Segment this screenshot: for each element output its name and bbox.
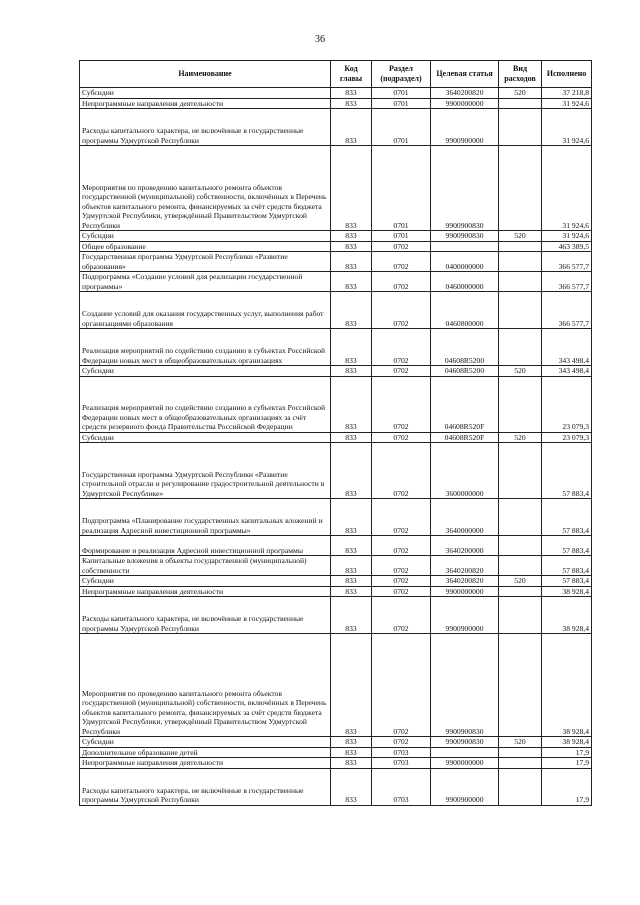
row-code-cell: 833 [331, 443, 372, 499]
row-name-cell: Непрограммные направления деятельности [80, 586, 331, 597]
row-type-cell [499, 443, 542, 499]
row-name-cell: Подпрограмма «Планирование государственных капитальных вложений и реализация Адресной инвестиционной программы» [80, 499, 331, 536]
table-row [80, 146, 592, 231]
row-type-cell: 520 [499, 576, 542, 587]
header-amount: Исполнено [542, 61, 592, 88]
row-type-cell [499, 597, 542, 634]
row-name-cell: Субсидии [80, 576, 331, 587]
row-article-cell: 9900900830 [431, 737, 499, 748]
table-row [80, 737, 592, 748]
row-type-cell [499, 758, 542, 769]
row-code-cell: 833 [331, 758, 372, 769]
budget-table [79, 60, 592, 806]
row-article-cell: 04608R5200 [431, 366, 499, 377]
row-amount-cell: 463 389,5 [542, 241, 592, 252]
row-amount-cell: 37 218,8 [542, 88, 592, 99]
row-section-cell: 0703 [372, 768, 431, 805]
row-section-cell: 0702 [372, 252, 431, 272]
row-amount-cell: 23 079,3 [542, 376, 592, 432]
row-code-cell: 833 [331, 576, 372, 587]
header-name: Наименование [80, 61, 331, 88]
row-name-cell: Непрограммные направления деятельности [80, 758, 331, 769]
table-row [80, 252, 592, 272]
row-section-cell: 0701 [372, 146, 431, 231]
table-row [80, 98, 592, 109]
row-article-cell: 0400000000 [431, 252, 499, 272]
row-section-cell: 0701 [372, 98, 431, 109]
row-code-cell: 833 [331, 737, 372, 748]
row-type-cell: 520 [499, 231, 542, 242]
row-section-cell: 0702 [372, 272, 431, 292]
row-amount-cell: 57 883,4 [542, 536, 592, 556]
row-type-cell [499, 292, 542, 329]
row-code-cell: 833 [331, 499, 372, 536]
row-section-cell: 0702 [372, 634, 431, 737]
row-section-cell: 0702 [372, 292, 431, 329]
row-article-cell: 3640200820 [431, 556, 499, 576]
row-type-cell [499, 98, 542, 109]
row-article-cell: 9900900830 [431, 634, 499, 737]
header-type: Вид расходов [499, 61, 542, 88]
row-section-cell: 0702 [372, 366, 431, 377]
table-row [80, 231, 592, 242]
row-amount-cell: 31 924,6 [542, 231, 592, 242]
row-code-cell: 833 [331, 366, 372, 377]
row-type-cell: 520 [499, 88, 542, 99]
row-type-cell [499, 146, 542, 231]
table-row [80, 597, 592, 634]
row-name-cell: Субсидии [80, 88, 331, 99]
row-code-cell: 833 [331, 146, 372, 231]
row-code-cell: 833 [331, 98, 372, 109]
row-amount-cell: 57 883,4 [542, 443, 592, 499]
row-amount-cell: 366 577,7 [542, 272, 592, 292]
row-name-cell: Создание условий для оказания государственных услуг, выполнения работ организациями образования [80, 292, 331, 329]
row-code-cell: 833 [331, 556, 372, 576]
row-article-cell: 0460000000 [431, 272, 499, 292]
row-section-cell: 0702 [372, 536, 431, 556]
table-row [80, 366, 592, 377]
table-body [80, 88, 592, 806]
row-code-cell: 833 [331, 597, 372, 634]
row-code-cell: 833 [331, 231, 372, 242]
row-section-cell: 0702 [372, 329, 431, 366]
row-article-cell: 04608R520F [431, 376, 499, 432]
table-row [80, 747, 592, 758]
table-row [80, 88, 592, 99]
table-row [80, 556, 592, 576]
row-code-cell: 833 [331, 768, 372, 805]
row-article-cell: 04608R520F [431, 432, 499, 443]
row-code-cell: 833 [331, 292, 372, 329]
row-amount-cell: 38 928,4 [542, 597, 592, 634]
table-row [80, 768, 592, 805]
row-section-cell: 0702 [372, 241, 431, 252]
row-name-cell: Государственная программа Удмуртской Республики «Развитие строительной отрасли и регулирование градостроительной деятельности в Удмуртской Республике» [80, 443, 331, 499]
row-code-cell: 833 [331, 241, 372, 252]
row-type-cell [499, 252, 542, 272]
row-code-cell: 833 [331, 747, 372, 758]
row-amount-cell: 366 577,7 [542, 252, 592, 272]
row-name-cell: Субсидии [80, 737, 331, 748]
row-article-cell: 9900900000 [431, 109, 499, 146]
row-name-cell: Дополнительное образование детей [80, 747, 331, 758]
row-code-cell: 833 [331, 432, 372, 443]
row-name-cell: Реализация мероприятий по содействию созданию в субъектах Российской Федерации новых мест в общеобразовательных организациях [80, 329, 331, 366]
row-amount-cell: 57 883,4 [542, 499, 592, 536]
row-type-cell [499, 536, 542, 556]
row-article-cell: 3640200000 [431, 536, 499, 556]
row-code-cell: 833 [331, 634, 372, 737]
table-row [80, 109, 592, 146]
row-article-cell: 9900000000 [431, 98, 499, 109]
row-name-cell: Непрограммные направления деятельности [80, 98, 331, 109]
row-name-cell: Общее образование [80, 241, 331, 252]
row-code-cell: 833 [331, 272, 372, 292]
row-amount-cell: 38 928,4 [542, 737, 592, 748]
row-type-cell [499, 272, 542, 292]
row-section-cell: 0702 [372, 576, 431, 587]
row-type-cell [499, 109, 542, 146]
table-row [80, 499, 592, 536]
table-header [80, 61, 592, 88]
row-article-cell [431, 241, 499, 252]
row-amount-cell: 31 924,6 [542, 146, 592, 231]
row-amount-cell: 31 924,6 [542, 98, 592, 109]
row-section-cell: 0702 [372, 443, 431, 499]
table-row [80, 432, 592, 443]
row-amount-cell: 57 883,4 [542, 576, 592, 587]
row-article-cell: 3600000000 [431, 443, 499, 499]
row-type-cell [499, 586, 542, 597]
row-article-cell: 9900900000 [431, 768, 499, 805]
table-row [80, 586, 592, 597]
row-code-cell: 833 [331, 109, 372, 146]
row-amount-cell: 38 928,4 [542, 586, 592, 597]
row-amount-cell: 57 883,4 [542, 556, 592, 576]
row-section-cell: 0701 [372, 231, 431, 242]
row-name-cell: Субсидии [80, 366, 331, 377]
row-type-cell [499, 768, 542, 805]
header-section: Раздел (подраздел) [372, 61, 431, 88]
row-section-cell: 0702 [372, 737, 431, 748]
row-section-cell: 0702 [372, 432, 431, 443]
row-name-cell: Расходы капитального характера, не включённые в государственные программы Удмуртской Республики [80, 597, 331, 634]
row-amount-cell: 17,9 [542, 747, 592, 758]
table-row [80, 443, 592, 499]
row-code-cell: 833 [331, 586, 372, 597]
row-article-cell [431, 747, 499, 758]
row-section-cell: 0701 [372, 109, 431, 146]
row-code-cell: 833 [331, 252, 372, 272]
row-article-cell: 0460800000 [431, 292, 499, 329]
row-code-cell: 833 [331, 329, 372, 366]
row-name-cell: Субсидии [80, 432, 331, 443]
row-amount-cell: 31 924,6 [542, 109, 592, 146]
row-article-cell: 3640000000 [431, 499, 499, 536]
row-article-cell: 9900900830 [431, 146, 499, 231]
row-type-cell [499, 329, 542, 366]
row-type-cell [499, 556, 542, 576]
row-type-cell: 520 [499, 366, 542, 377]
row-code-cell: 833 [331, 88, 372, 99]
row-amount-cell: 366 577,7 [542, 292, 592, 329]
row-article-cell: 9900000000 [431, 758, 499, 769]
row-section-cell: 0702 [372, 376, 431, 432]
table-row [80, 576, 592, 587]
row-section-cell: 0702 [372, 499, 431, 536]
row-name-cell: Капитальные вложения в объекты государственной (муниципальной) собственности [80, 556, 331, 576]
row-name-cell: Формирование и реализация Адресной инвестиционной программы [80, 536, 331, 556]
row-name-cell: Субсидии [80, 231, 331, 242]
row-name-cell: Подпрограмма «Создание условий для реализации государственной программы» [80, 272, 331, 292]
header-article: Целевая статья [431, 61, 499, 88]
row-name-cell: Реализация мероприятий по содействию созданию в субъектах Российской Федерации новых мест в общеобразовательных организациях за счёт средств резервного фонда Правительства Российской Федерации [80, 376, 331, 432]
table-row [80, 758, 592, 769]
row-article-cell: 04608R5200 [431, 329, 499, 366]
header-code: Код главы [331, 61, 372, 88]
row-type-cell: 520 [499, 432, 542, 443]
table-row [80, 272, 592, 292]
header-row [80, 61, 592, 88]
row-section-cell: 0702 [372, 556, 431, 576]
table-row [80, 292, 592, 329]
row-code-cell: 833 [331, 536, 372, 556]
row-type-cell [499, 747, 542, 758]
row-article-cell: 9900000000 [431, 586, 499, 597]
row-type-cell [499, 499, 542, 536]
table-row [80, 329, 592, 366]
row-amount-cell: 343 498,4 [542, 329, 592, 366]
row-amount-cell: 17,9 [542, 768, 592, 805]
row-amount-cell: 38 928,4 [542, 634, 592, 737]
row-type-cell [499, 634, 542, 737]
row-type-cell [499, 376, 542, 432]
row-name-cell: Расходы капитального характера, не включённые в государственные программы Удмуртской Республики [80, 768, 331, 805]
row-code-cell: 833 [331, 376, 372, 432]
table-row [80, 241, 592, 252]
table-row [80, 376, 592, 432]
row-type-cell: 520 [499, 737, 542, 748]
row-article-cell: 9900900000 [431, 597, 499, 634]
table-row [80, 536, 592, 556]
row-section-cell: 0701 [372, 88, 431, 99]
page-number: 36 [315, 34, 325, 45]
row-name-cell: Мероприятия по проведению капитального ремонта объектов государственной (муниципальной) собственности, включённых в Перечень объектов капитального ремонта, финансируемых за счёт средств бюджета Удмуртской Республики, утверждённый Правительством Удмуртской Республики [80, 634, 331, 737]
row-article-cell: 3640200820 [431, 88, 499, 99]
row-article-cell: 9900900830 [431, 231, 499, 242]
row-section-cell: 0703 [372, 758, 431, 769]
row-name-cell: Расходы капитального характера, не включённые в государственные программы Удмуртской Республики [80, 109, 331, 146]
table-row [80, 634, 592, 737]
row-section-cell: 0702 [372, 597, 431, 634]
row-section-cell: 0702 [372, 586, 431, 597]
row-amount-cell: 343 498,4 [542, 366, 592, 377]
row-name-cell: Мероприятия по проведению капитального ремонта объектов государственной (муниципальной) собственности, включённых в Перечень объектов капитального ремонта, финансируемых за счёт средств бюджета Удмуртской Республики, утверждённый Правительством Удмуртской Республики [80, 146, 331, 231]
row-type-cell [499, 241, 542, 252]
row-amount-cell: 17,9 [542, 758, 592, 769]
row-name-cell: Государственная программа Удмуртской Республики «Развитие образования» [80, 252, 331, 272]
row-article-cell: 3640200820 [431, 576, 499, 587]
row-amount-cell: 23 079,3 [542, 432, 592, 443]
row-section-cell: 0703 [372, 747, 431, 758]
